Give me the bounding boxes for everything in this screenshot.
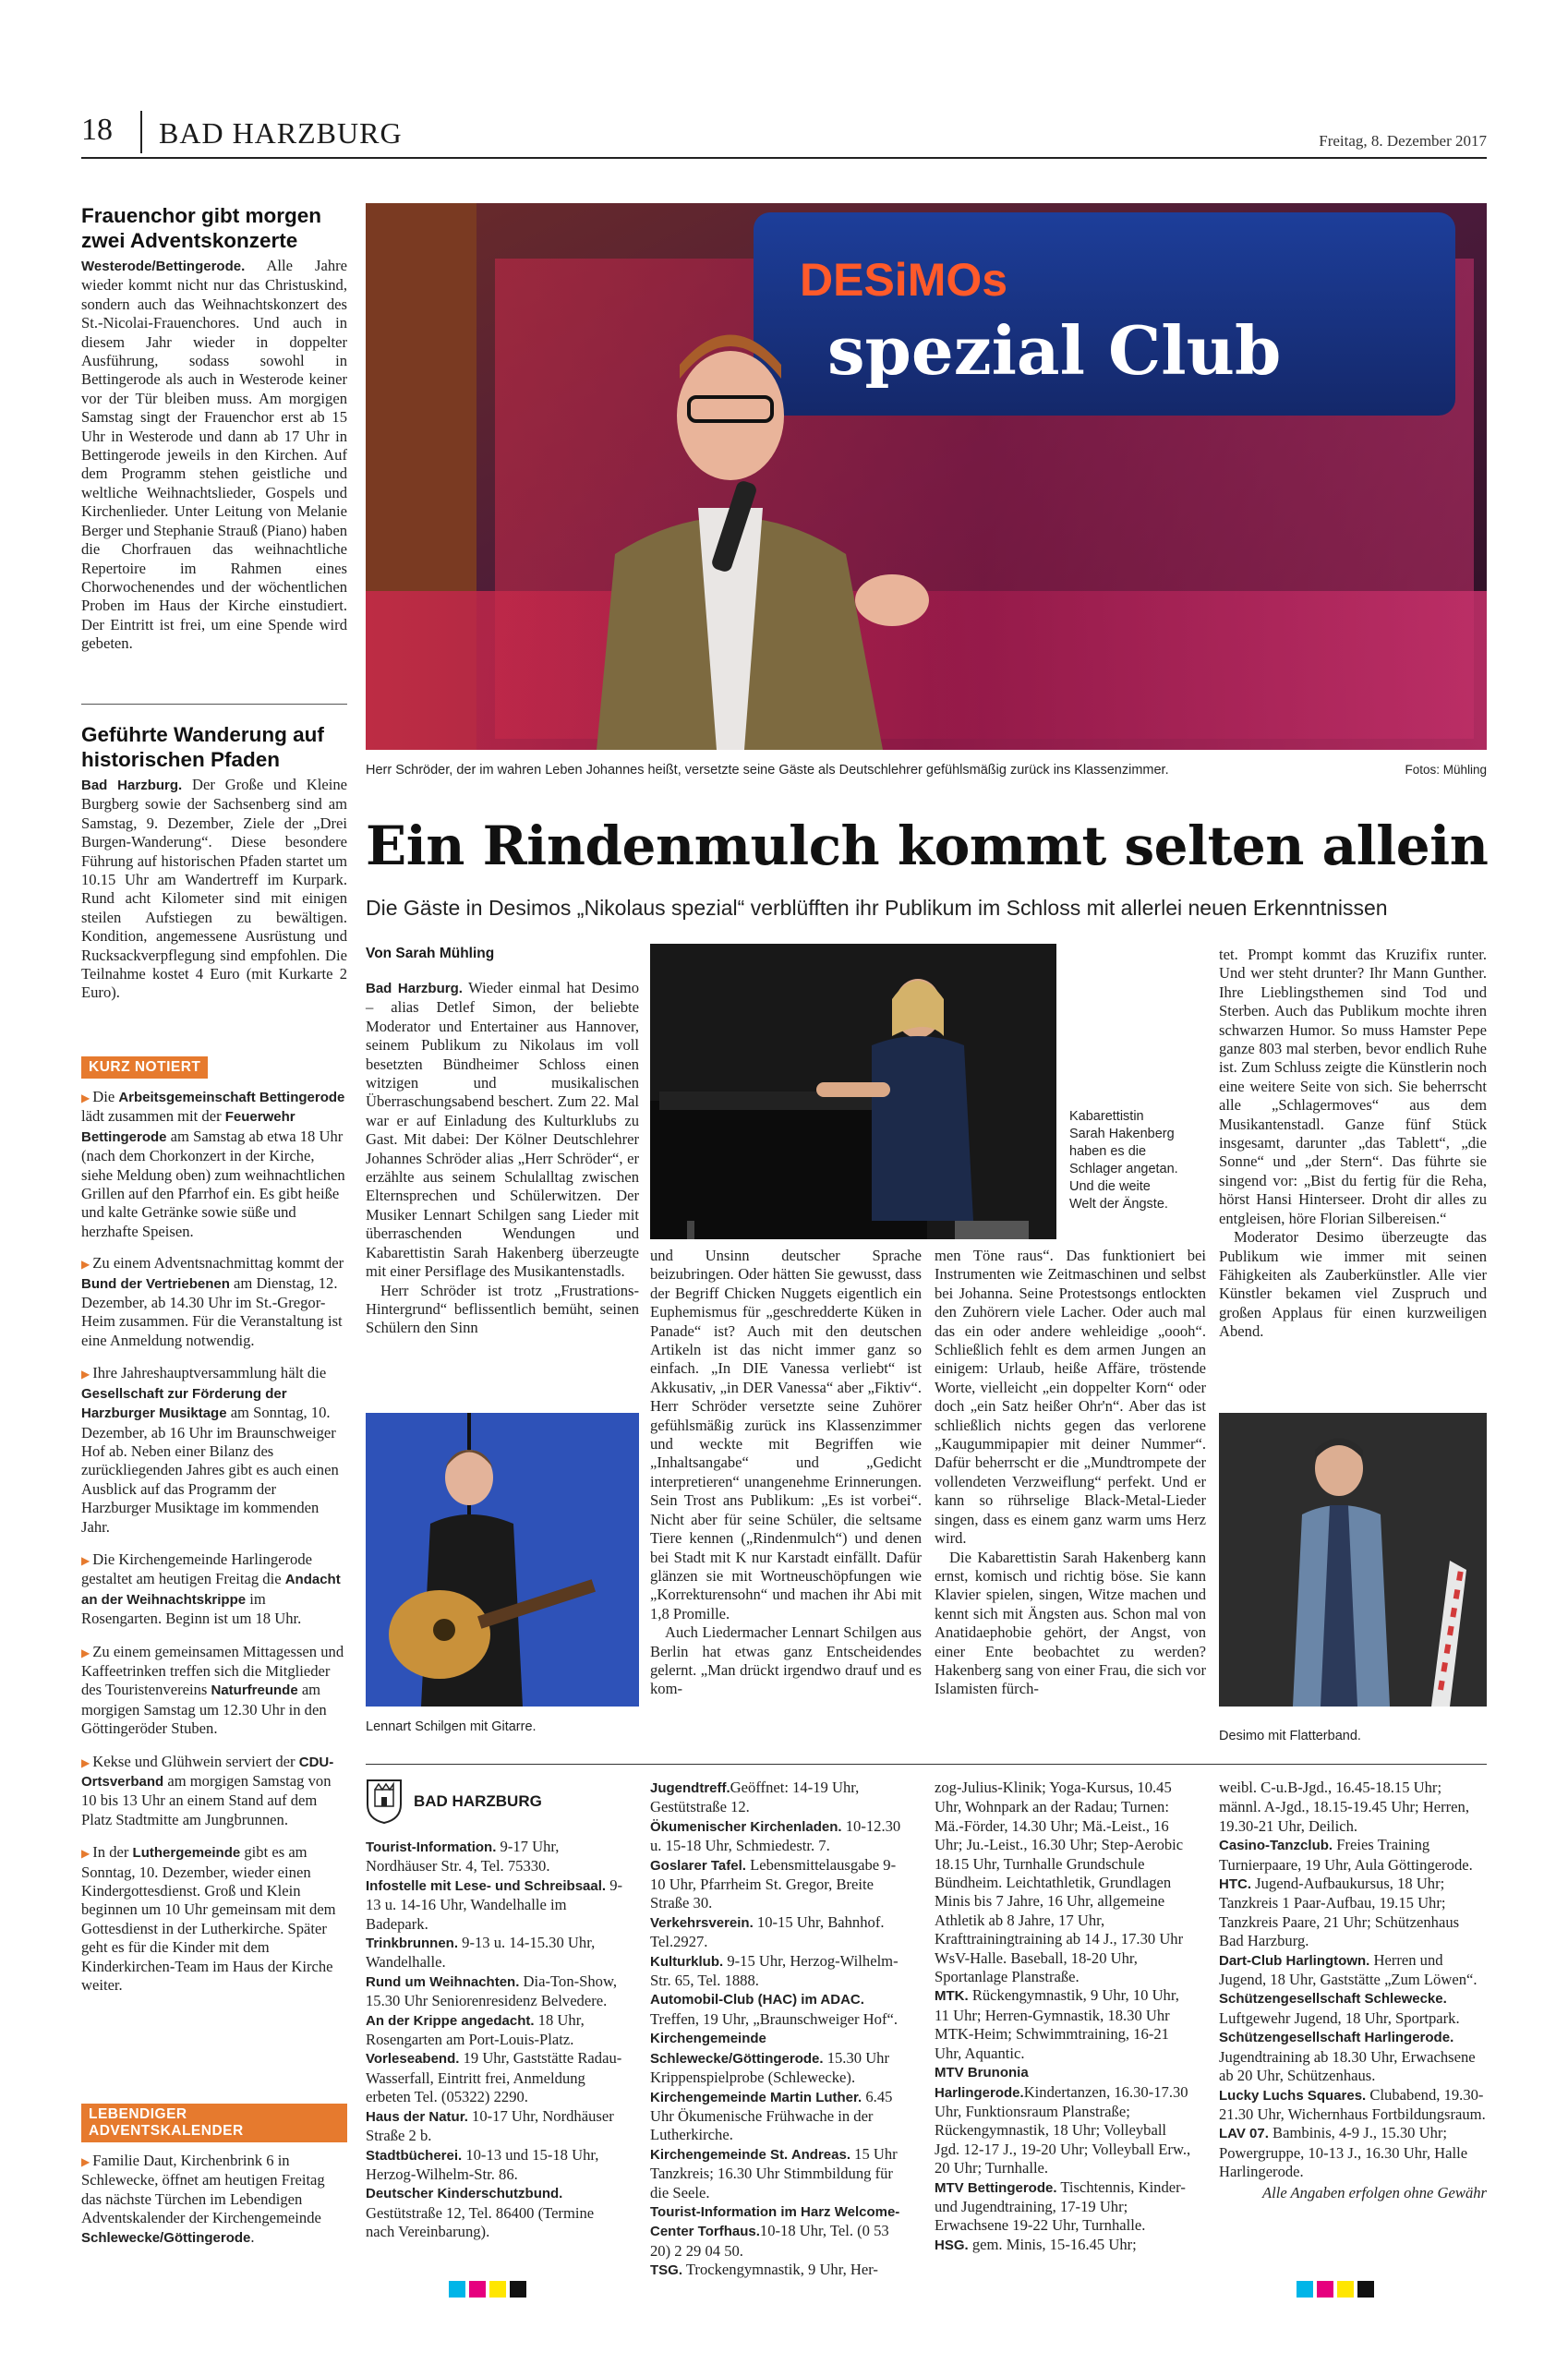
info-entry-text: 18 Uhr, Rosengarten am Port-Louis-Platz. <box>366 2010 585 2049</box>
brief-item <box>81 1843 347 1996</box>
article-paragraph: Auch Liedermacher Lennart Schilgen aus Berlin hat etwas ganz Entscheidendes gelernt. „Man drückt irgendwo drauf und es kom- <box>650 1623 922 1698</box>
brief-text: Die Kirchengemeinde Harlingerode gestaltet am heutigen Freitag die <box>81 1550 312 1588</box>
info-entry-text: zog-Julius-Klinik; Yoga-Kursus, 10.45 Uhr, Wohnpark an der Radau; Turnen: Mä.-Förder, 14.30 Uhr; Mä.-Leist., 16 Uhr; Ju.-Leist., 16.30 Uhr; Step-Aerobic 18.15 Uhr, Turnhalle Grundschule Bündheim. Leichtathletik, Grundlagen Minis bis 7 Jahre, 16 Uhr, allgemeine Athletik ab 8 Jahre, 17 Uhr, Krafttrainingtraining ab 14 J., 17.30 Uhr WsV-Halle. Baseball, 18-20 Uhr, Sportanlage Planstraße. <box>935 1779 1184 1986</box>
section-title: BAD HARZBURG <box>159 116 403 150</box>
info-entry <box>935 1986 1195 2063</box>
info-entry <box>1219 2124 1487 2181</box>
color-registration-marks <box>1297 2281 1389 2299</box>
info-entry <box>935 2236 1195 2255</box>
info-entry <box>366 1876 626 1934</box>
info-entries <box>935 1779 1195 2255</box>
story-body <box>81 776 347 1003</box>
guitar-caption: Lennart Schilgen mit Gitarre. <box>366 1719 537 1734</box>
info-entry-keyword: MTV Brunonia Harlingerode. <box>935 2065 1029 2101</box>
photo-credit: Fotos: Mühling <box>1405 763 1487 777</box>
info-entry-keyword: Haus der Natur. <box>366 2108 468 2125</box>
desimo-photo <box>1219 1413 1487 1707</box>
article-column-4 <box>1219 946 1487 1342</box>
brief-text: am Samstag ab etwa 18 Uhr (nach dem Chorkonzert in der Kirche, siehe Meldung oben) zum weihnachtlichen Grillen auf den Pfarrhof ein. Es gibt heiße und kalte Getränke sowie süße und herzhafte Speisen. <box>81 1127 345 1240</box>
info-column-2 <box>650 1779 911 2281</box>
black-swatch <box>510 2281 526 2298</box>
info-entry-keyword: Tourist-Information. <box>366 1839 497 1855</box>
info-entry <box>1219 2028 1487 2085</box>
info-entry-text: 9-15 Uhr, Herzog-Wilhelm-Str. 65, Tel. 1888. <box>650 1951 899 1990</box>
brief-item <box>81 1643 347 1740</box>
brief-keyword: CDU-Ortsverband <box>81 1754 334 1790</box>
info-entry-keyword: MTK. <box>935 1988 969 2005</box>
info-entry-text: Treffen, 19 Uhr, „Braunschweiger Hof“. <box>650 2009 898 2028</box>
story-headline: Geführte Wanderung auf historischen Pfaden <box>81 723 324 771</box>
info-column-3 <box>935 1779 1195 2255</box>
info-entry-text: 10-15 Uhr, Bahnhof. Tel.2927. <box>650 1912 885 1951</box>
info-entry-keyword: Rund um Weihnachten. <box>366 1973 520 1990</box>
brief-text: am morgigen Samstag von 10 bis 13 Uhr an einem Stand auf dem Platz Stadtmitte am Jungbrunnen. <box>81 1772 332 1828</box>
brief-keyword: Bund der Vertriebenen <box>81 1275 230 1292</box>
info-entry-text: 10-13 und 15-18 Uhr, Herzog-Wilhelm-Str. 86. <box>366 2145 599 2183</box>
article-subheadline: Die Gäste in Desimos „Nikolaus spezial“ verblüfften ihr Publikum im Schloss mit allerlei neuen Erkenntnissen <box>366 896 1388 920</box>
info-entry <box>650 2145 911 2202</box>
brief-text: Die <box>92 1088 119 1105</box>
info-entry-keyword: MTV Bettingerode. <box>935 2179 1057 2196</box>
brief-text: am Dienstag, 12. Dezember, ab 14.30 Uhr im St.-Gregor-Heim zusammen. Für die Veranstaltung ist eine Anmeldung notwendig. <box>81 1273 343 1349</box>
info-box-rule <box>366 1764 1487 1765</box>
info-box-header <box>366 1779 626 1825</box>
info-entry-text: Tischtennis, Kinder- und Jugendtraining, 17-19 Uhr; Erwachsene 19-22 Uhr, Turnhalle. <box>935 2177 1186 2235</box>
piano-photo-illustration <box>650 944 1056 1239</box>
info-entries <box>366 1838 626 2242</box>
info-entry-text: Gestütstraße 12, Tel. 86400 (Termine nach Vereinbarung). <box>366 2203 595 2241</box>
info-entry <box>650 2088 911 2145</box>
info-entry-text: weibl. C-u.B-Jgd., 16.45-18.15 Uhr; männl. A-Jgd., 18.15-19.45 Uhr; Herren, 19.30-21 Uhr, Deilich. <box>1219 1779 1469 1835</box>
info-entry-text: Jugend-Aufbaukursus, 18 Uhr; Tanzkreis 1 Paar-Aufbau, 19.15 Uhr; Tanzkreis Paare, 21 Uhr; Schützenhaus Bad Harzburg. <box>1219 1875 1460 1950</box>
brief-text: am Sonntag, 10. Dezember, ab 16 Uhr im Braunschweiger Hof ab. Neben einer Bilanz des zurückliegenden Jahres gibt es auch einen Ausblick auf das Programm der Harzburger Musiktage im kommenden Jahr. <box>81 1404 339 1536</box>
info-entry-text: 6.45 Uhr Ökumenische Frühwache in der Lutherkirche. <box>650 2087 893 2144</box>
info-entry-keyword: Ökumenischer Kirchenladen. <box>650 1818 842 1835</box>
info-entry <box>650 1913 911 1952</box>
triangle-bullet-icon: ▶ <box>81 1553 90 1567</box>
article-byline: Von Sarah Mühling <box>366 946 495 961</box>
brief-text: Zu einem gemeinsamen Mittagessen und Kaffeetrinken treffen sich die Mitglieder des Touristenvereins <box>81 1642 344 1699</box>
sidebar-story-choir <box>81 203 347 654</box>
article-column-2 <box>650 1247 922 1699</box>
triangle-bullet-icon: ▶ <box>81 1092 90 1104</box>
info-entry <box>1219 1875 1487 1951</box>
column-divider <box>81 704 347 705</box>
info-entry <box>366 1838 626 1876</box>
info-entry <box>366 2146 626 2185</box>
article-paragraph: Herr Schröder ist trotz „Frustrations-Hintergrund“ beflissentlich bemüht, seinen Schülern den Sinn <box>366 1281 639 1337</box>
info-box-title: BAD HARZBURG <box>414 1792 542 1810</box>
info-entry-text: Jugendtraining ab 18.30 Uhr, Erwachsene ab 20 Uhr, Schützenhaus. <box>1219 2047 1476 2085</box>
story-dateline: Bad Harzburg. <box>81 778 183 793</box>
brief-text: Kekse und Glühwein serviert der <box>92 1752 299 1770</box>
info-entry-text: 10-18 Uhr, Tel. (0 53 20) 2 29 04 50. <box>650 2222 889 2260</box>
brief-item <box>81 1254 347 1351</box>
info-entry-text: Clubabend, 19.30-21.30 Uhr, Wichernhaus Fortbildungsraum. <box>1219 2085 1486 2123</box>
advent-section <box>81 2104 347 2248</box>
info-entry-text: 10-12.30 u. 15-18 Uhr, Schmiedestr. 7. <box>650 1816 901 1855</box>
article-paragraph: Die Kabarettistin Sarah Hakenberg kann ernst, komisch und richtig böse. Sie kann Klavier spielen, singen, Witze machen und kennt sich mit Ängsten aus. Schon mal von Anatidaephobie gehört, der Angst, von einer Ente beobachtet zu werden? Hakenberg sang von einer Frau, die sich vor Islamisten fürch- <box>935 1548 1206 1698</box>
brief-item <box>81 1364 347 1538</box>
brief-item <box>81 1753 347 1831</box>
info-entry-keyword: Trinkbrunnen. <box>366 1936 459 1952</box>
brief-text: gibt es am Sonntag, 10. Dezember, wieder einen Kindergottesdienst. Groß und Klein beginnen um 10 Uhr gemeinsam mit dem Gottesdienst in der Lutherkirche. Später geht es für die Kinder mit dem Kinderkirchen-Team im Haus der Kirche weiter. <box>81 1843 336 1995</box>
info-entry <box>650 1990 911 2029</box>
brief-keyword: Andacht an der Weihnachtskrippe <box>81 1572 341 1608</box>
info-entry-keyword: Verkehrsverein. <box>650 1914 754 1931</box>
info-entry-text: Geöffnet: 14-19 Uhr, Gestütstraße 12. <box>650 1779 860 1816</box>
info-entry-keyword: Jugendtreff. <box>650 1780 730 1796</box>
cyan-swatch <box>449 2281 465 2298</box>
info-entry-keyword: HTC. <box>1219 1876 1251 1893</box>
main-photo-stage <box>366 203 1487 750</box>
info-entry-text: 9-17 Uhr, Nordhäuser Str. 4, Tel. 75330. <box>366 1838 560 1876</box>
advent-keyword: Schlewecke/Göttingerode <box>81 2229 251 2246</box>
info-entry-text: Trockengymnastik, 9 Uhr, Her- <box>682 2261 878 2279</box>
piano-caption: Kabarettistin Sarah Hakenberg haben es die Schlager angetan. Und die weite Welt der Ängste. <box>1069 1109 1178 1212</box>
kurz-notiert-section <box>81 1056 347 2008</box>
color-registration-marks <box>449 2281 541 2299</box>
brief-item <box>81 1550 347 1630</box>
info-entry-keyword: Vorleseabend. <box>366 2051 460 2068</box>
advent-text <box>81 2152 347 2248</box>
header-rule <box>81 157 1487 159</box>
brief-item <box>81 1088 347 1241</box>
brief-text: lädt zusammen mit der <box>81 1107 225 1126</box>
info-entry-keyword: Kirchengemeinde Schlewecke/Göttingerode. <box>650 2031 824 2067</box>
info-entry-keyword: Kulturklub. <box>650 1953 724 1970</box>
article-paragraph: men Töne raus“. Das funktioniert bei Instrumenten wie Zeitmaschinen und selbst bei Johanna. Seine Protestsongs entlockten den Zuhörern viele Lacher. Oder auch mal das ein oder andere wehleidige „oooh“. Schließlich fehlt es dem armen Jungen an einigem: Urlaub, heiße Affäre, tröstende Worte, vielleicht „ein doppelter Korn“ oder doch „ein Satz heißer Ohr'n“. Aber das ist schließlich nichts gegen das verlorene „Kaugummipapier mit deiner Nummer“. Dafür beherrscht er die „Mundtrompete der vollendeten Verzweiflung“ perfekt. Und er kann so rührselige Black-Metal-Lieder singen, dass es einem ganz warm ums Herz wird. <box>935 1247 1206 1548</box>
info-entry-keyword: Casino-Tanzclub. <box>1219 1838 1333 1854</box>
magenta-swatch <box>1317 2281 1333 2298</box>
story-text: Alle Jahre wieder kommt nicht nur das Christuskind, sondern auch das Weihnachtskonzert des St.-Nicolai-Frauenchores. Und auch in diesem Jahr wieder in doppelter Ausführung, sodass sowohl in Bettingerode als auch in Westerode keiner vor der Tür bleiben muss. Am morgigen Samstag singt der Frauenchor erst ab 15 Uhr in Westerode und dann ab 17 Uhr in Bettingerode jeweils in den Kirchen. Auf dem Programm stehen geistliche und weltliche Weihnachtslieder, Gospels und Kirchenlieder. Unter Leitung von Melanie Berger und Stephanie Strauß (Piano) haben die Chorfrauen das weihnachtliche Repertoire im Rahmen eines Chorwochenendes und der wöchentlichen Proben im Haus der Kirche einstudiert. Der Eintritt ist frei, um eine Spende wird gebeten. <box>81 257 348 653</box>
guitar-photo <box>366 1413 639 1707</box>
info-entry <box>1219 1779 1487 1836</box>
info-entry <box>650 2029 911 2087</box>
desimo-caption: Desimo mit Flatterband. <box>1219 1729 1361 1743</box>
info-entry-keyword: Kirchengemeinde St. Andreas. <box>650 2146 851 2163</box>
info-entry <box>366 2049 626 2106</box>
brief-keyword: Feuerwehr Bettingerode <box>81 1109 296 1145</box>
brief-text: In der <box>92 1843 133 1862</box>
article-column-1 <box>366 979 639 1338</box>
info-entry-text: 9-13 u. 14-16 Uhr, Wandelhalle im Badepark. <box>366 1876 623 1933</box>
piano-photo <box>650 944 1056 1239</box>
town-crest-icon <box>366 1779 403 1825</box>
advent-label: LEBENDIGER ADVENTSKALENDER <box>81 2104 347 2142</box>
briefs-list <box>81 1088 347 1996</box>
info-entry-keyword: Schützengesellschaft Harlingerode. <box>1219 2030 1454 2046</box>
info-entry-keyword: Automobil-Club (HAC) im ADAC. <box>650 1992 864 2008</box>
desimo-photo-illustration <box>1219 1413 1487 1707</box>
info-entry-keyword: Tourist-Information im Harz Welcome-Center Torfhaus. <box>650 2203 900 2240</box>
brief-text: im Rosengarten. Beginn ist um 18 Uhr. <box>81 1589 302 1628</box>
info-entry <box>650 1817 911 1856</box>
cyan-swatch <box>1297 2281 1313 2298</box>
info-entry-text: 19 Uhr, Gaststätte Radau-Wasserfall, Eintritt frei, Anmeldung erbeten Tel. (05322) 2290. <box>366 2049 622 2106</box>
info-entry-text: Dia-Ton-Show, 15.30 Uhr Seniorenresidenz Belvedere. <box>366 1972 618 2010</box>
info-entry <box>1219 1836 1487 1875</box>
info-entry <box>935 2178 1195 2236</box>
info-column-1 <box>366 1779 626 2242</box>
info-entry-text: 15.30 Uhr Krippenspielprobe (Schlewecke). <box>650 2048 890 2087</box>
info-entry <box>650 1856 911 1913</box>
article-column-3 <box>935 1247 1206 1699</box>
info-entry-keyword: HSG. <box>935 2237 969 2253</box>
info-entries <box>650 1779 911 2281</box>
header-divider <box>140 111 142 153</box>
info-entry <box>935 2063 1195 2177</box>
triangle-bullet-icon: ▶ <box>81 1847 90 1861</box>
info-entry-text: Luftgewehr Jugend, 18 Uhr, Sportpark. <box>1219 2008 1460 2027</box>
article-headline: Ein Rindenmulch kommt selten allein <box>366 814 1489 877</box>
info-entry <box>1219 1989 1487 2028</box>
info-entry <box>650 1779 911 1817</box>
brief-text: Ihre Jahreshauptversammlung hält die <box>92 1364 327 1382</box>
main-photo-caption: Herr Schröder, der im wahren Leben Johannes heißt, versetzte seine Gäste als Deutschlehrer gefühlsmäßig zurück ins Klassenzimmer. <box>366 763 1169 778</box>
story-text: Der Große und Kleine Burgberg sowie der Sachsenberg sind am Samstag, 9. Dezember, Ziele der „Drei Burgen-Wanderung“. Diese besondere Führung auf historischen Pfaden startet um 10.15 Uhr am Wandertreff im Kurpark. Rund acht Kilometer sind mit einigen steilen Aufstiegen zu bewältigen. Kondition, angemessene Ausrüstung und Rucksackverpflegung sind empfohlen. Die Teilnahme kostet 4 Euro (mit Kurkarte 2 Euro). <box>81 776 348 1002</box>
kurz-notiert-label: KURZ NOTIERT <box>81 1056 208 1079</box>
info-entry-keyword: Dart-Club Harlingtown. <box>1219 1952 1370 1969</box>
yellow-swatch <box>1337 2281 1354 2298</box>
article-paragraph: tet. Prompt kommt das Kruzifix runter. Und wer steht drunter? Ihr Mann Gunther. Ihre Lieblingsthemen sind Tod und Sterben. Auch das Publikum mochte ihren schwarzen Humor. So muss Hamster Pepe ganze 803 mal sterben, bevor endlich Ruhe ist. Zum Schluss zeigte die Künstlerin noch eine weitere Seite von sich. Sie beherrscht alle „Schlagermoves“ aus dem Musikantenstadl. Ganze fünf Stück insgesamt, darunter „das Tablett“, „die Sonne“ und „der Stern“. Das führte sie singend vor: „Bist du fertig für die Reha, hörst Hansi Hinterseer. Droht dir alles zu entgleisen, höre Florian Silbereisen.“ <box>1219 946 1487 1227</box>
info-entry <box>366 2184 626 2241</box>
story-headline: Frauenchor gibt morgen zwei Adventskonzerte <box>81 204 322 252</box>
info-entry-keyword: Goslarer Tafel. <box>650 1857 746 1874</box>
info-column-4 <box>1219 1779 1487 2202</box>
info-entry-keyword: Stadtbücherei. <box>366 2147 463 2164</box>
info-entry-keyword: Schützengesellschaft Schlewecke. <box>1219 1991 1447 2008</box>
info-entry-text: Herren und Jugend, 18 Uhr, Gaststätte „Zum Löwen“. <box>1219 1950 1478 1989</box>
brief-keyword: Luthergemeinde <box>132 1845 241 1862</box>
story-dateline: Westerode/Bettingerode. <box>81 259 246 274</box>
info-entry-text: Lebensmittelausgabe 9-10 Uhr, Pfarrheim St. Gregor, Breite Straße 30. <box>650 1855 897 1912</box>
info-entry-text: Freies Training Turnierpaare, 19 Uhr, Aula Göttingerode. <box>1219 1836 1473 1874</box>
magenta-swatch <box>469 2281 486 2298</box>
brief-keyword: Gesellschaft zur Förderung der Harzburger Musiktage <box>81 1385 287 1422</box>
article-text: Wieder einmal hat Desimo – alias Detlef Simon, der beliebte Moderator und Entertainer aus Hannover, seinem Publikum zu Nikolaus im voll besetzten Bündheimer Schloss einen witzigen und musikalischen Überraschungsabend beschert. Zum 22. Mal war er auf Einladung des Kulturklubs zu Gast. Mit dabei: Der Kölner Deutschlehrer Johannes Schröder alias „Herr Schröder“, er erzählte aus seinem Schulalltag zwischen Elternsprechen und Schülerwitzen. Der Musiker Lennart Schilgen sang Lieder mit überraschenden Wendungen und Kabarettistin Sarah Hakenberg überzeugte mit einer Persiflage des Musikantenstadls. <box>366 979 639 1281</box>
triangle-bullet-icon: ▶ <box>81 1646 90 1659</box>
sign-line2: spezial Club <box>827 311 1282 390</box>
info-entry <box>650 2202 911 2261</box>
guitar-photo-illustration <box>366 1413 639 1707</box>
info-entry-keyword: TSG. <box>650 2262 683 2279</box>
story-body <box>81 257 347 654</box>
info-entry-text: 10-17 Uhr, Nordhäuser Straße 2 b. <box>366 2106 614 2145</box>
info-entry <box>366 1972 626 2011</box>
info-entry-keyword: LAV 07. <box>1219 2126 1269 2142</box>
disclaimer: Alle Angaben erfolgen ohne Gewähr <box>1261 2183 1487 2201</box>
triangle-bullet-icon: ▶ <box>81 1258 90 1272</box>
info-entries <box>1219 1779 1487 2182</box>
triangle-bullet-icon: ▶ <box>81 1755 90 1769</box>
sidebar-story-hike <box>81 722 347 1003</box>
brief-keyword: Naturfreunde <box>211 1683 298 1699</box>
info-entry-text: Kindertanzen, 16.30-17.30 Uhr, Funktionsraum Planstraße; Rückengymnastik, 18 Uhr; Volleyball Jgd. 12-17 J., 19-20 Uhr; Volleyball Erw., 20 Uhr; Turnhalle. <box>935 2082 1191 2177</box>
issue-date: Freitag, 8. Dezember 2017 <box>1319 132 1487 150</box>
triangle-bullet-icon: ▶ <box>81 2155 90 2168</box>
advent-text-pre: Familie Daut, Kirchenbrink 6 in Schlewecke, öffnet am heutigen Freitag das nächste Türchen im Lebendigen Adventskalender der Kirchengemeinde <box>81 2152 325 2227</box>
info-entry-text: 15 Uhr Tanzkreis; 16.30 Uhr Stimmbildung für die Seele. <box>650 2144 898 2201</box>
triangle-bullet-icon: ▶ <box>81 1368 90 1381</box>
stage-photo-illustration <box>366 203 1487 750</box>
info-entry-text: Rückengymnastik, 9 Uhr, 10 Uhr, 11 Uhr; Herren-Gymnastik, 18.30 Uhr MTK-Heim; Schwimmtraining, 16-21 Uhr, Aquantic. <box>935 1986 1179 2062</box>
yellow-swatch <box>489 2281 506 2298</box>
article-paragraph: und Unsinn deutscher Sprache beizubringen. Oder hätten Sie gewusst, dass der Begriff Chicken Nuggets eigentlich ein Euphemismus für „geschredderte Küken in Panade“ ist? Auch mit den deutschen Artikeln ist das nicht immer ganz so einfach. „In DIE Vanessa verliebt“ ist Akkusativ, „in DER Vanessa“ aber „Fiktiv“. Herr Schröder versetzte seine Zuhörer gefühlsmäßig zurück ins Klassenzimmer und weckte mit Begriffen wie „Inhaltsangabe“ und „Gedicht interpretieren“ unangenehme Erinnerungen. Sein Trost ans Publikum: „Es ist vorbei“. Nicht aber für seine Schüler, die seltsame Tiere kennen („Rindenmulch“) und denen bei Stadt mit K nur Karstadt einfällt. Dafür glänzen sie mit Wortneuschöpfungen wie „Korrekturensohn“ und machen ihr Abi mit 1,8 Promille. <box>650 1247 922 1622</box>
info-entry-keyword: Infostelle mit Lese- und Schreibsaal. <box>366 1877 607 1894</box>
info-entry <box>1219 1951 1487 1990</box>
page-number: 18 <box>81 113 113 147</box>
sign-line1: DESiMOs <box>800 254 1008 306</box>
info-entry-keyword: Deutscher Kinderschutzbund. <box>366 2186 563 2202</box>
info-entry <box>1219 2086 1487 2125</box>
info-entry-text: gem. Minis, 15-16.45 Uhr; <box>968 2235 1137 2253</box>
info-entry-keyword: Kirchengemeinde Martin Luther. <box>650 2089 862 2105</box>
info-entry-keyword: Lucky Luchs Squares. <box>1219 2087 1367 2104</box>
info-entry <box>650 2261 911 2280</box>
advent-text-post: . <box>250 2227 255 2246</box>
brief-text: am morgigen Samstag um 12.30 Uhr in den Göttingeröder Stuben. <box>81 1681 327 1738</box>
article-paragraph: Moderator Desimo überzeugte das Publikum wie immer mit seinen Fähigkeiten als Zauberkünstler. Alle vier Künstler bekamen viel Zuspruch und großen Applaus für einen kurzweiligen Abend. <box>1219 1228 1487 1341</box>
info-entry-text: 9-13 u. 14-15.30 Uhr, Wandelhalle. <box>366 1934 596 1972</box>
brief-text: Zu einem Adventsnachmittag kommt der <box>92 1254 344 1272</box>
info-entry-keyword: An der Krippe angedacht. <box>366 2012 535 2029</box>
info-entry <box>935 1779 1195 1986</box>
info-entry <box>366 1934 626 1972</box>
info-entry-text: Bambinis, 4-9 J., 15.30 Uhr; Powergruppe, 10-13 J., 16.30 Uhr, Halle Harlingerode. <box>1219 2124 1468 2181</box>
black-swatch <box>1357 2281 1374 2298</box>
info-entry <box>366 2107 626 2146</box>
article-dateline: Bad Harzburg. <box>366 981 463 996</box>
info-entry <box>650 1952 911 1991</box>
info-entry <box>366 2011 626 2050</box>
brief-keyword: Arbeitsgemeinschaft Bettingerode <box>118 1090 345 1105</box>
